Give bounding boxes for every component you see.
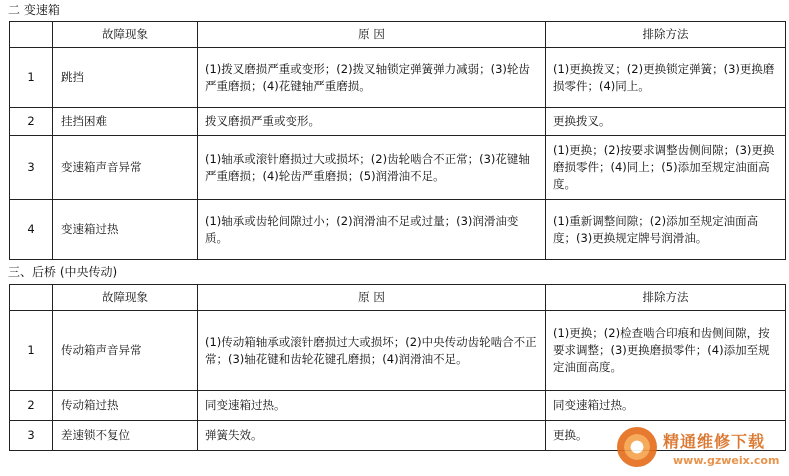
header-cause: 原 因 [198, 22, 546, 48]
row-cause: (1)拨叉磨损严重或变形；(2)拨叉轴锁定弹簧弹力减弱；(3)轮齿严重磨损；(4)花键轴严重磨损。 [198, 48, 546, 108]
row-number: 1 [10, 311, 53, 391]
watermark-name: 精通维修下载 [663, 432, 766, 451]
row-symptom: 跳挡 [53, 48, 198, 108]
header-remedy: 排除方法 [546, 285, 786, 311]
row-cause: (1)轴承或滚针磨损过大或损坏；(2)齿轮啮合不正常；(3)花键轴严重磨损；(4)轮齿严重磨损；(5)润滑油不足。 [198, 136, 546, 200]
header-symptom: 故障现象 [53, 22, 198, 48]
table-row [10, 108, 786, 136]
header-cause: 原 因 [198, 285, 546, 311]
table-row [10, 136, 786, 200]
row-remedy: 同变速箱过热。 [546, 391, 786, 421]
row-cause: (1)传动箱轴承或滚针磨损过大或损坏；(2)中央传动齿轮啮合不正常；(3)轴花键和齿轮花键孔磨损；(4)润滑油不足。 [198, 311, 546, 391]
row-cause: (1)轴承或齿轮间隙过小；(2)润滑油不足或过量；(3)润滑油变质。 [198, 200, 546, 260]
row-remedy: 更换拨叉。 [546, 108, 786, 136]
row-number: 3 [10, 136, 53, 200]
table-row [10, 48, 786, 108]
row-cause: 拨叉磨损严重或变形。 [198, 108, 546, 136]
section-title-rear-axle: 三、后桥 (中央传动) [8, 265, 118, 279]
table-row [10, 311, 786, 391]
header-symptom: 故障现象 [53, 285, 198, 311]
row-remedy: (1)更换；(2)检查啮合印痕和齿侧间隙，按要求调整；(3)更换磨损零件；(4)添加至规定油面高度。 [546, 311, 786, 391]
row-symptom: 传动箱声音异常 [53, 311, 198, 391]
row-remedy: (1)更换；(2)按要求调整齿侧间隙；(3)更换磨损零件；(4)同上；(5)添加至规定油面高度。 [546, 136, 786, 200]
header-number [10, 22, 53, 48]
row-number: 3 [10, 421, 53, 451]
site-watermark [603, 421, 789, 476]
row-remedy: 更换。 [546, 421, 786, 451]
row-remedy: (1)更换拨叉；(2)更换锁定弹簧；(3)更换磨损零件；(4)同上。 [546, 48, 786, 108]
row-cause: 同变速箱过热。 [198, 391, 546, 421]
gearbox-fault-table [9, 21, 786, 260]
row-number: 2 [10, 108, 53, 136]
section-title-gearbox: 二 变速箱 [8, 3, 60, 17]
watermark-logo-icon [617, 427, 657, 467]
row-symptom: 差速锁不复位 [53, 421, 198, 451]
table-row [10, 200, 786, 260]
row-remedy: (1)重新调整间隙；(2)添加至规定油面高度；(3)更换规定牌号润滑油。 [546, 200, 786, 260]
row-cause: 弹簧失效。 [198, 421, 546, 451]
row-symptom: 变速箱声音异常 [53, 136, 198, 200]
header-remedy: 排除方法 [546, 22, 786, 48]
row-symptom: 挂挡困难 [53, 108, 198, 136]
row-symptom: 传动箱过热 [53, 391, 198, 421]
table-header-row [10, 22, 786, 48]
row-number: 4 [10, 200, 53, 260]
row-symptom: 变速箱过热 [53, 200, 198, 260]
table-header-row [10, 285, 786, 311]
row-number: 1 [10, 48, 53, 108]
table-row [10, 391, 786, 421]
header-number [10, 285, 53, 311]
row-number: 2 [10, 391, 53, 421]
watermark-url: www.gzweix.com [673, 454, 780, 467]
